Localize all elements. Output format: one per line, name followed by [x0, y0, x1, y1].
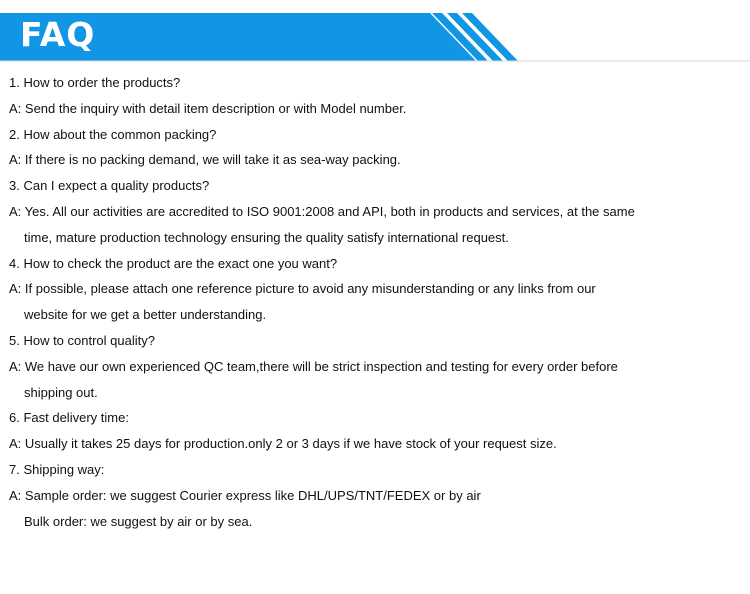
faq-answer: A: Usually it takes 25 days for production.only 2 or 3 days if we have stock of your request size. — [9, 436, 557, 452]
banner-graphic — [0, 0, 750, 70]
faq-question: 1. How to order the products? — [9, 75, 181, 90]
faq-question: 6. Fast delivery time: — [9, 410, 129, 426]
faq-list — [9, 70, 744, 534]
faq-answer: shipping out. — [24, 384, 98, 400]
faq-answer: Bulk order: we suggest by air or by sea. — [24, 513, 253, 529]
faq-answer: A: Sample order: we suggest Courier express like DHL/UPS/TNT/FEDEX or by air — [9, 487, 481, 503]
faq-question: 7. Shipping way: — [9, 461, 105, 477]
faq-question: 3. Can I expect a quality products? — [9, 178, 210, 194]
faq-question: 4. How to check the product are the exact one you want? — [9, 255, 338, 271]
faq-answer: A: We have our own experienced QC team,there will be strict inspection and testing for every order before — [9, 358, 618, 374]
faq-question: 2. How about the common packing? — [9, 126, 217, 142]
faq-answer: A: If there is no packing demand, we will take it as sea-way packing. — [9, 152, 401, 168]
faq-answer: A: Send the inquiry with detail item description or with Model number. — [9, 100, 407, 116]
faq-answer: time, mature production technology ensuring the quality satisfy international request. — [24, 229, 509, 245]
faq-answer: A: If possible, please attach one reference picture to avoid any misunderstanding or any links from our — [9, 281, 596, 297]
faq-banner — [0, 0, 750, 70]
page-title: FAQ — [20, 15, 96, 54]
faq-question: 5. How to control quality? — [9, 332, 155, 348]
faq-answer: A: Yes. All our activities are accredited to ISO 9001:2008 and API, both in products and services, at the same — [9, 203, 635, 219]
faq-answer: website for we get a better understanding. — [24, 307, 267, 323]
